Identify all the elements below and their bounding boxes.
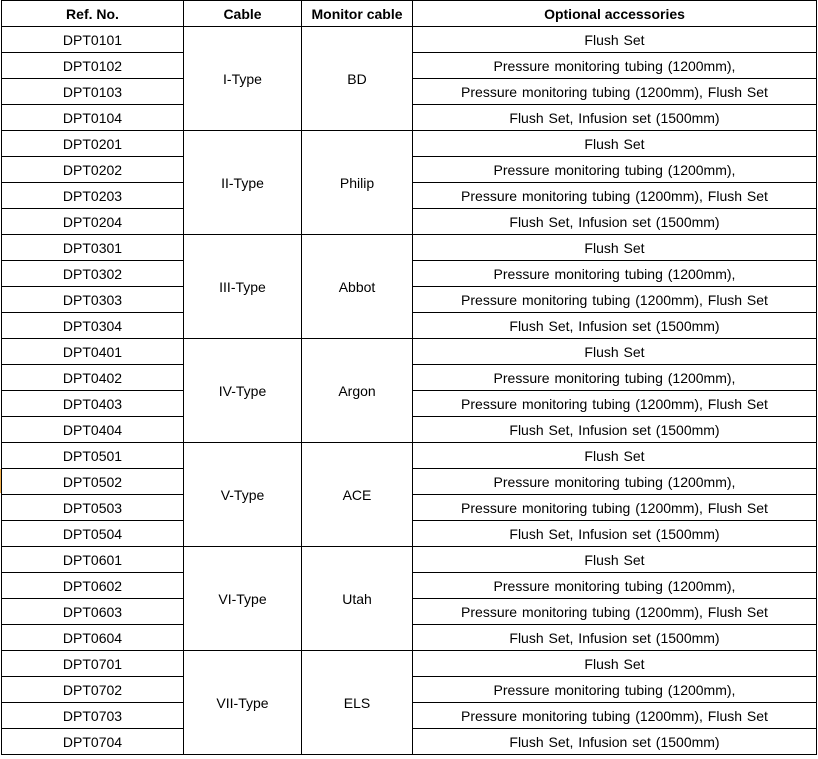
monitor-cable-cell[interactable]: Philip <box>302 131 413 235</box>
header-ref-no[interactable]: Ref. No. <box>2 1 184 27</box>
table-row <box>2 547 817 573</box>
accessory-cell[interactable]: Flush Set <box>413 547 817 573</box>
ref-no-cell[interactable]: DPT0204 <box>2 209 184 235</box>
accessory-cell[interactable]: Pressure monitoring tubing (1200mm), Flush Set <box>413 703 817 729</box>
ref-no-cell[interactable]: DPT0102 <box>2 53 184 79</box>
accessory-cell[interactable]: Pressure monitoring tubing (1200mm), <box>413 677 817 703</box>
table-row <box>2 235 817 261</box>
ref-no-cell[interactable]: DPT0702 <box>2 677 184 703</box>
ref-no-cell[interactable]: DPT0103 <box>2 79 184 105</box>
ref-no-cell[interactable]: DPT0101 <box>2 27 184 53</box>
monitor-cable-cell[interactable]: ACE <box>302 443 413 547</box>
monitor-cable-cell[interactable]: Abbot <box>302 235 413 339</box>
ref-no-cell[interactable]: DPT0503 <box>2 495 184 521</box>
monitor-cable-cell[interactable]: Utah <box>302 547 413 651</box>
accessory-cell[interactable]: Flush Set <box>413 443 817 469</box>
accessory-cell[interactable]: Pressure monitoring tubing (1200mm), Flush Set <box>413 183 817 209</box>
product-table <box>1 0 817 755</box>
accessory-cell[interactable]: Flush Set, Infusion set (1500mm) <box>413 105 817 131</box>
table-row <box>2 651 817 677</box>
accessory-cell[interactable]: Flush Set, Infusion set (1500mm) <box>413 417 817 443</box>
ref-no-cell[interactable]: DPT0201 <box>2 131 184 157</box>
accessory-cell[interactable]: Flush Set, Infusion set (1500mm) <box>413 521 817 547</box>
accessory-cell[interactable]: Pressure monitoring tubing (1200mm), Flush Set <box>413 287 817 313</box>
cable-type-cell[interactable]: I-Type <box>184 27 302 131</box>
cable-type-cell[interactable]: VI-Type <box>184 547 302 651</box>
accessory-cell[interactable]: Pressure monitoring tubing (1200mm), Flush Set <box>413 391 817 417</box>
ref-no-cell[interactable]: DPT0703 <box>2 703 184 729</box>
header-monitor-cable[interactable]: Monitor cable <box>302 1 413 27</box>
ref-no-cell[interactable]: DPT0603 <box>2 599 184 625</box>
accessory-cell[interactable]: Flush Set <box>413 131 817 157</box>
table-row <box>2 131 817 157</box>
ref-no-cell[interactable]: DPT0401 <box>2 339 184 365</box>
accessory-cell[interactable]: Pressure monitoring tubing (1200mm), <box>413 469 817 495</box>
ref-no-cell[interactable]: DPT0304 <box>2 313 184 339</box>
monitor-cable-cell[interactable]: ELS <box>302 651 413 755</box>
ref-no-cell[interactable]: DPT0501 <box>2 443 184 469</box>
accessory-cell[interactable]: Flush Set <box>413 27 817 53</box>
accessory-cell[interactable]: Pressure monitoring tubing (1200mm), <box>413 157 817 183</box>
accessory-cell[interactable]: Pressure monitoring tubing (1200mm), <box>413 53 817 79</box>
table-row <box>2 27 817 53</box>
header-cable[interactable]: Cable <box>184 1 302 27</box>
ref-no-cell[interactable]: DPT0104 <box>2 105 184 131</box>
header-optional-accessories[interactable]: Optional accessories <box>413 1 817 27</box>
ref-no-cell[interactable]: DPT0402 <box>2 365 184 391</box>
ref-no-cell[interactable]: DPT0302 <box>2 261 184 287</box>
ref-no-cell[interactable]: DPT0303 <box>2 287 184 313</box>
accessory-cell[interactable]: Flush Set, Infusion set (1500mm) <box>413 625 817 651</box>
accessory-cell[interactable]: Pressure monitoring tubing (1200mm), Flush Set <box>413 79 817 105</box>
cable-type-cell[interactable]: V-Type <box>184 443 302 547</box>
ref-no-cell[interactable]: DPT0601 <box>2 547 184 573</box>
monitor-cable-cell[interactable]: Argon <box>302 339 413 443</box>
ref-no-cell[interactable]: DPT0502 <box>2 469 184 495</box>
accessory-cell[interactable]: Flush Set, Infusion set (1500mm) <box>413 729 817 755</box>
cable-type-cell[interactable]: III-Type <box>184 235 302 339</box>
cable-type-cell[interactable]: VII-Type <box>184 651 302 755</box>
cable-type-cell[interactable]: II-Type <box>184 131 302 235</box>
cable-type-cell[interactable]: IV-Type <box>184 339 302 443</box>
ref-no-cell[interactable]: DPT0604 <box>2 625 184 651</box>
accessory-cell[interactable]: Pressure monitoring tubing (1200mm), Flush Set <box>413 599 817 625</box>
ref-no-cell[interactable]: DPT0202 <box>2 157 184 183</box>
ref-no-cell[interactable]: DPT0504 <box>2 521 184 547</box>
monitor-cable-cell[interactable]: BD <box>302 27 413 131</box>
table-row <box>2 443 817 469</box>
accessory-cell[interactable]: Flush Set <box>413 339 817 365</box>
accessory-cell[interactable]: Pressure monitoring tubing (1200mm), <box>413 261 817 287</box>
accessory-cell[interactable]: Flush Set, Infusion set (1500mm) <box>413 313 817 339</box>
accessory-cell[interactable]: Pressure monitoring tubing (1200mm), Flush Set <box>413 495 817 521</box>
accessory-cell[interactable]: Flush Set <box>413 651 817 677</box>
ref-no-cell[interactable]: DPT0701 <box>2 651 184 677</box>
accessory-cell[interactable]: Pressure monitoring tubing (1200mm), <box>413 573 817 599</box>
ref-no-cell[interactable]: DPT0704 <box>2 729 184 755</box>
ref-no-cell[interactable]: DPT0404 <box>2 417 184 443</box>
accessory-cell[interactable]: Flush Set <box>413 235 817 261</box>
table-row <box>2 339 817 365</box>
ref-no-cell[interactable]: DPT0602 <box>2 573 184 599</box>
header-row <box>2 1 817 27</box>
ref-no-cell[interactable]: DPT0203 <box>2 183 184 209</box>
ref-no-cell[interactable]: DPT0301 <box>2 235 184 261</box>
accessory-cell[interactable]: Flush Set, Infusion set (1500mm) <box>413 209 817 235</box>
accessory-cell[interactable]: Pressure monitoring tubing (1200mm), <box>413 365 817 391</box>
ref-no-cell[interactable]: DPT0403 <box>2 391 184 417</box>
